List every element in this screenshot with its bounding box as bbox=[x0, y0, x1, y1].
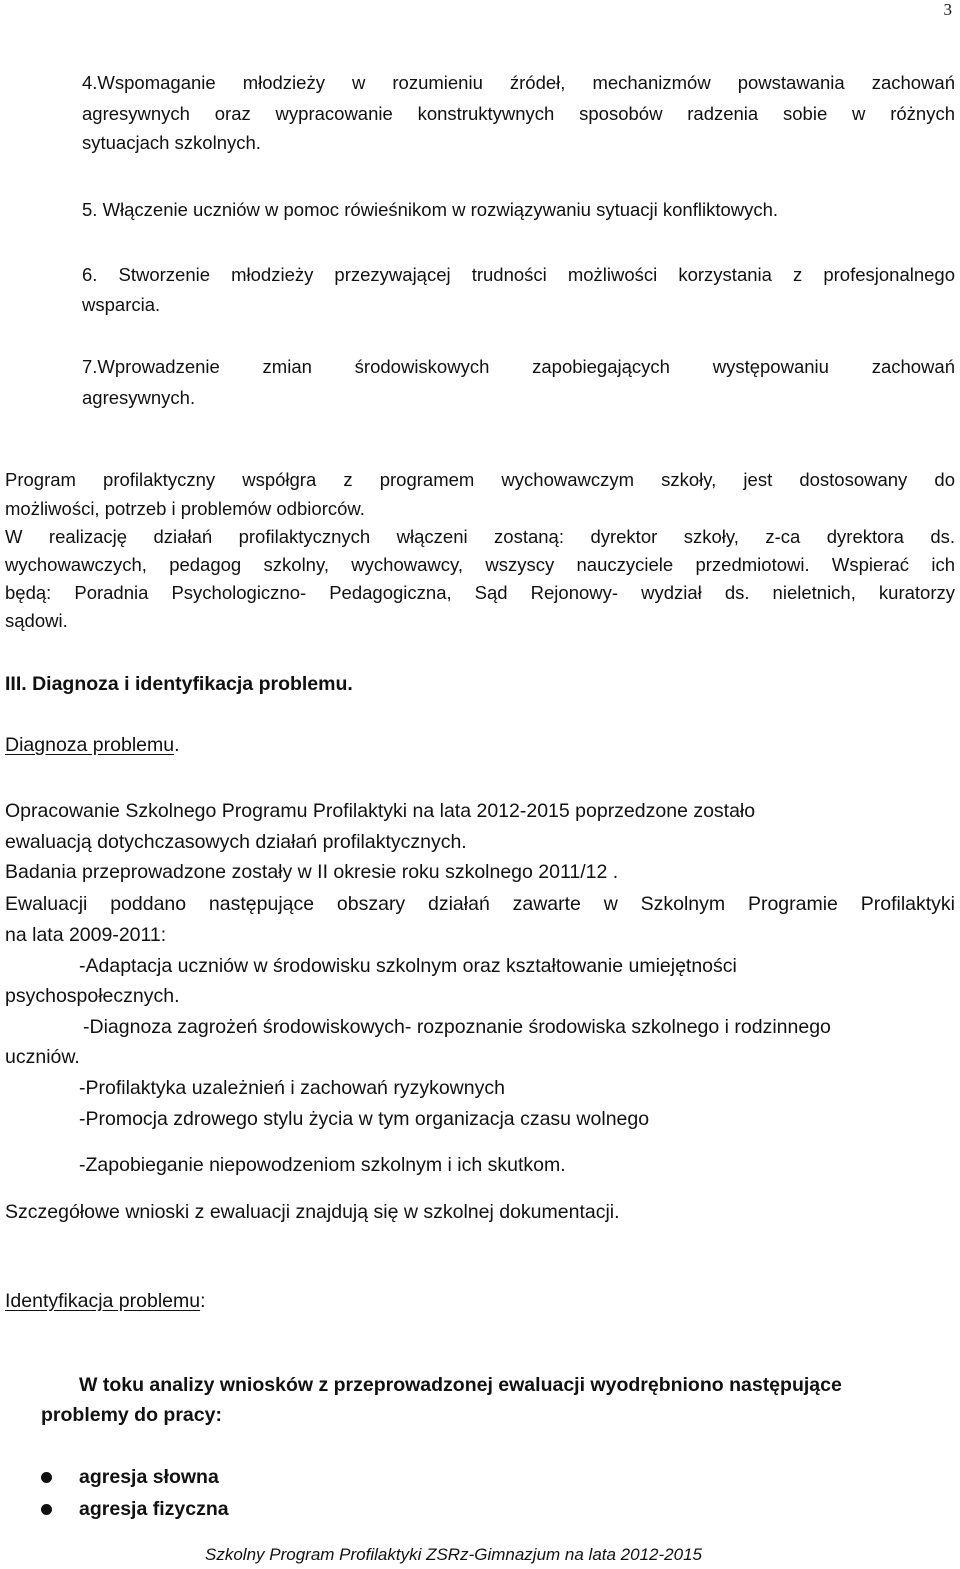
problem-label: agresja fizyczna bbox=[79, 1498, 229, 1520]
problem-label: agresja słowna bbox=[79, 1466, 219, 1488]
goal-4-line-3: sytuacjach szkolnych. bbox=[82, 132, 261, 153]
goal-4-line-1: 4.Wspomaganie młodzieży w rozumieniu źródeł, mechanizmów powstawania zachowań bbox=[82, 72, 955, 93]
diagnosis-heading-period: . bbox=[174, 734, 180, 756]
diagnosis-conclusion: Szczegółowe wnioski z ewaluacji znajdują się w szkolnej dokumentacji. bbox=[5, 1201, 620, 1223]
bullet-icon bbox=[41, 1472, 52, 1483]
area-2-line-1: -Diagnoza zagrożeń środowiskowych- rozpoznanie środowiska szkolnego i rodzinnego bbox=[83, 1016, 831, 1038]
identification-intro-line-1: W toku analizy wniosków z przeprowadzonej ewaluacji wyodrębniono następujące bbox=[79, 1374, 842, 1396]
diagnosis-para-3-line-1: Ewaluacji poddano następujące obszary działań zawarte w Szkolnym Programie Profilaktyki bbox=[5, 893, 955, 915]
identification-heading-text: Identyfikacja problemu bbox=[5, 1290, 201, 1312]
program-para-2-line-2: wychowawczych, pedagog szkolny, wychowawcy, wszyscy nauczyciele przedmiotowi. Wspierać ich bbox=[5, 554, 955, 575]
identification-heading-colon: : bbox=[200, 1290, 206, 1312]
diagnosis-heading-text: Diagnoza problemu bbox=[5, 734, 175, 756]
area-5: -Zapobieganie niepowodzeniom szkolnym i ich skutkom. bbox=[79, 1154, 566, 1176]
area-4: -Promocja zdrowego stylu życia w tym organizacja czasu wolnego bbox=[79, 1108, 650, 1130]
diagnosis-para-3-line-2: na lata 2009-2011: bbox=[5, 924, 167, 946]
diagnosis-heading bbox=[5, 734, 180, 757]
area-1-line-2: psychospołecznych. bbox=[5, 985, 180, 1007]
diagnosis-para-2: Badania przeprowadzone zostały w II okresie roku szkolnego 2011/12 . bbox=[5, 861, 619, 883]
program-para-2-line-4: sądowi. bbox=[5, 610, 68, 631]
diagnosis-para-1-line-2: ewaluacją dotychczasowych działań profilaktycznych. bbox=[5, 831, 467, 853]
area-2-line-2: uczniów. bbox=[5, 1046, 80, 1068]
bullet-icon bbox=[41, 1504, 52, 1515]
area-3: -Profilaktyka uzależnień i zachowań ryzykownych bbox=[79, 1077, 505, 1099]
area-1-line-1: -Adaptacja uczniów w środowisku szkolnym oraz kształtowanie umiejętności bbox=[79, 955, 737, 977]
program-para-2-line-3: będą: Poradnia Psychologiczno- Pedagogiczna, Sąd Rejonowy- wydział ds. nieletnich, kuratorzy bbox=[5, 582, 955, 603]
program-para-2-line-1: W realizację działań profilaktycznych włączeni zostaną: dyrektor szkoły, z-ca dyrektora ds. bbox=[5, 526, 955, 547]
section-heading: III. Diagnoza i identyfikacja problemu. bbox=[5, 673, 353, 695]
goal-6-line-2: wsparcia. bbox=[82, 294, 161, 315]
goal-7-line-2: agresywnych. bbox=[82, 387, 196, 408]
goal-4-line-2: agresywnych oraz wypracowanie konstruktywnych sposobów radzenia sobie w różnych bbox=[82, 103, 955, 124]
program-para-1-line-1: Program profilaktyczny współgra z programem wychowawczym szkoły, jest dostosowany do bbox=[5, 469, 955, 490]
page-footer: Szkolny Program Profilaktyki ZSRz-Gimnazjum na lata 2012-2015 bbox=[205, 1545, 702, 1564]
program-para-1-line-2: możliwości, potrzeb i problemów odbiorców. bbox=[5, 498, 365, 519]
diagnosis-para-1-line-1: Opracowanie Szkolnego Programu Profilaktyki na lata 2012-2015 poprzedzone zostało bbox=[5, 800, 756, 822]
page-number: 3 bbox=[943, 0, 952, 19]
goal-6-line-1: 6. Stworzenie młodzieży przezywającej trudności możliwości korzystania z profesjonalnego bbox=[82, 264, 955, 285]
identification-heading bbox=[5, 1290, 206, 1313]
identification-intro-line-2: problemy do pracy: bbox=[41, 1404, 222, 1426]
goal-7-line-1: 7.Wprowadzenie zmian środowiskowych zapobiegających występowaniu zachowań bbox=[82, 356, 955, 377]
goal-5: 5. Włączenie uczniów w pomoc rówieśnikom w rozwiązywaniu sytuacji konfliktowych. bbox=[82, 199, 779, 220]
